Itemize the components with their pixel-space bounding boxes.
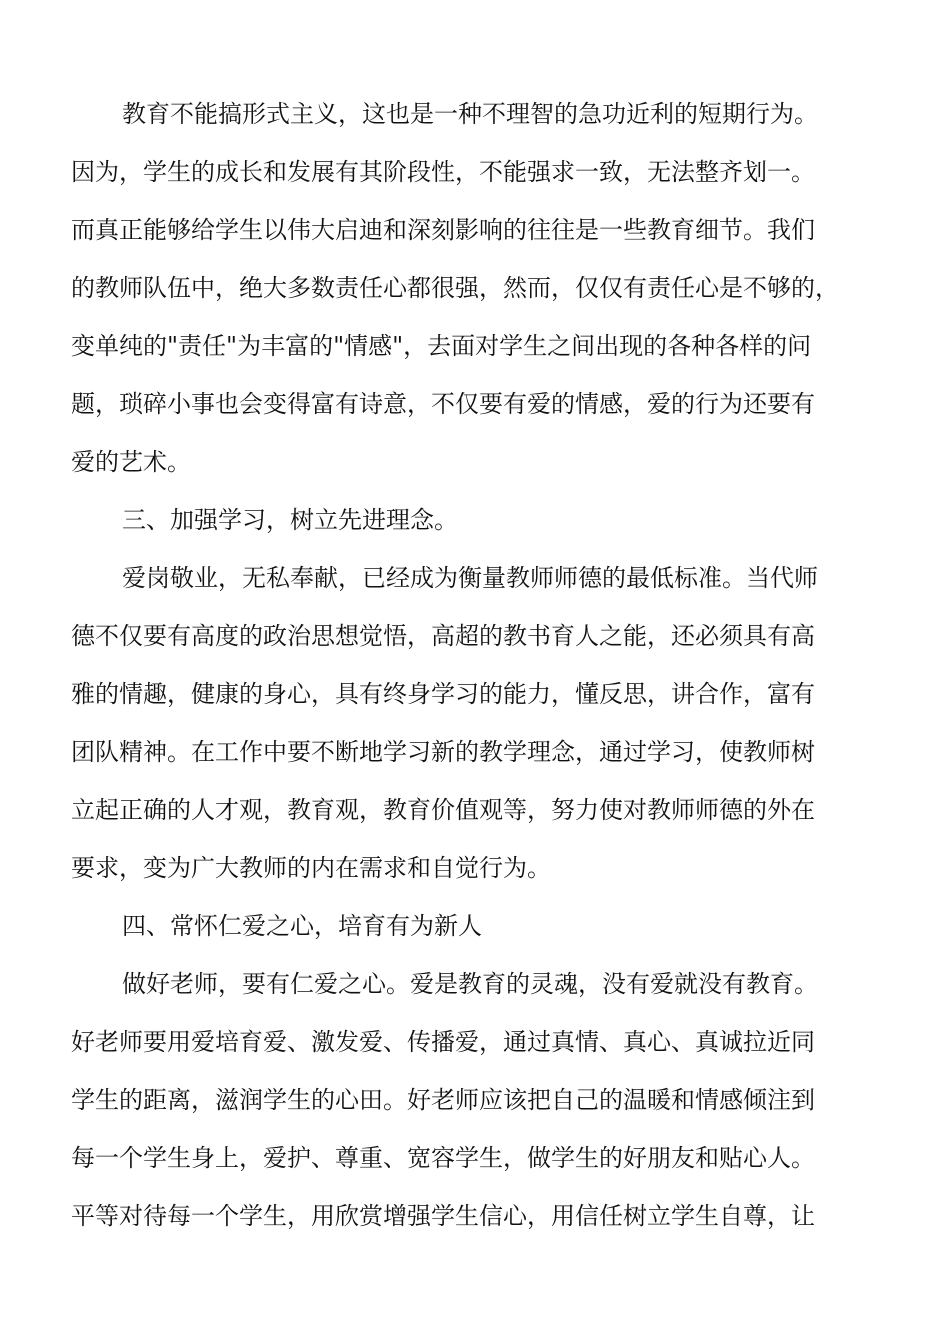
paragraph-line: 德不仅要有高度的政治思想觉悟，高超的教书育人之能，还必须具有高 xyxy=(71,622,815,650)
section-heading-4: 四、常怀仁爱之心，培育有为新人 xyxy=(122,912,482,940)
paragraph-line: 的教师队伍中，绝大多数责任心都很强，然而，仅仅有责任心是不够的， xyxy=(71,274,839,302)
paragraph-line: 雅的情趣，健康的身心，具有终身学习的能力，懂反思，讲合作，富有 xyxy=(71,680,815,708)
paragraph-line: 题，琐碎小事也会变得富有诗意，不仅要有爱的情感，爱的行为还要有 xyxy=(71,390,815,418)
paragraph-line: 好老师要用爱培育爱、激发爱、传播爱，通过真情、真心、真诚拉近同 xyxy=(71,1028,815,1056)
paragraph-line: 团队精神。在工作中要不断地学习新的教学理念，通过学习，使教师树 xyxy=(71,738,815,766)
paragraph-line: 教育不能搞形式主义，这也是一种不理智的急功近利的短期行为。 xyxy=(122,100,818,128)
section-heading-3: 三、加强学习，树立先进理念。 xyxy=(122,506,458,534)
paragraph-line: 因为，学生的成长和发展有其阶段性，不能强求一致，无法整齐划一。 xyxy=(71,158,815,186)
paragraph-line: 立起正确的人才观，教育观，教育价值观等，努力使对教师师德的外在 xyxy=(71,796,815,824)
document-body xyxy=(71,94,883,1254)
paragraph-line: 平等对待每一个学生，用欣赏增强学生信心，用信任树立学生自尊，让 xyxy=(71,1202,815,1230)
paragraph-line: 爱岗敬业，无私奉献，已经成为衡量教师师德的最低标准。当代师 xyxy=(122,564,818,592)
paragraph-line: 要求，变为广大教师的内在需求和自觉行为。 xyxy=(71,854,551,882)
paragraph-line: 而真正能够给学生以伟大启迪和深刻影响的往往是一些教育细节。我们 xyxy=(71,216,815,244)
paragraph-line: 学生的距离，滋润学生的心田。好老师应该把自己的温暖和情感倾注到 xyxy=(71,1086,815,1114)
paragraph-line: 爱的艺术。 xyxy=(71,448,191,476)
paragraph-line: 做好老师，要有仁爱之心。爱是教育的灵魂，没有爱就没有教育。 xyxy=(122,970,818,998)
paragraph-line: 变单纯的"责任"为丰富的"情感"，去面对学生之间出现的各种各样的问 xyxy=(71,332,812,360)
paragraph-line: 每一个学生身上，爱护、尊重、宽容学生，做学生的好朋友和贴心人。 xyxy=(71,1144,815,1172)
